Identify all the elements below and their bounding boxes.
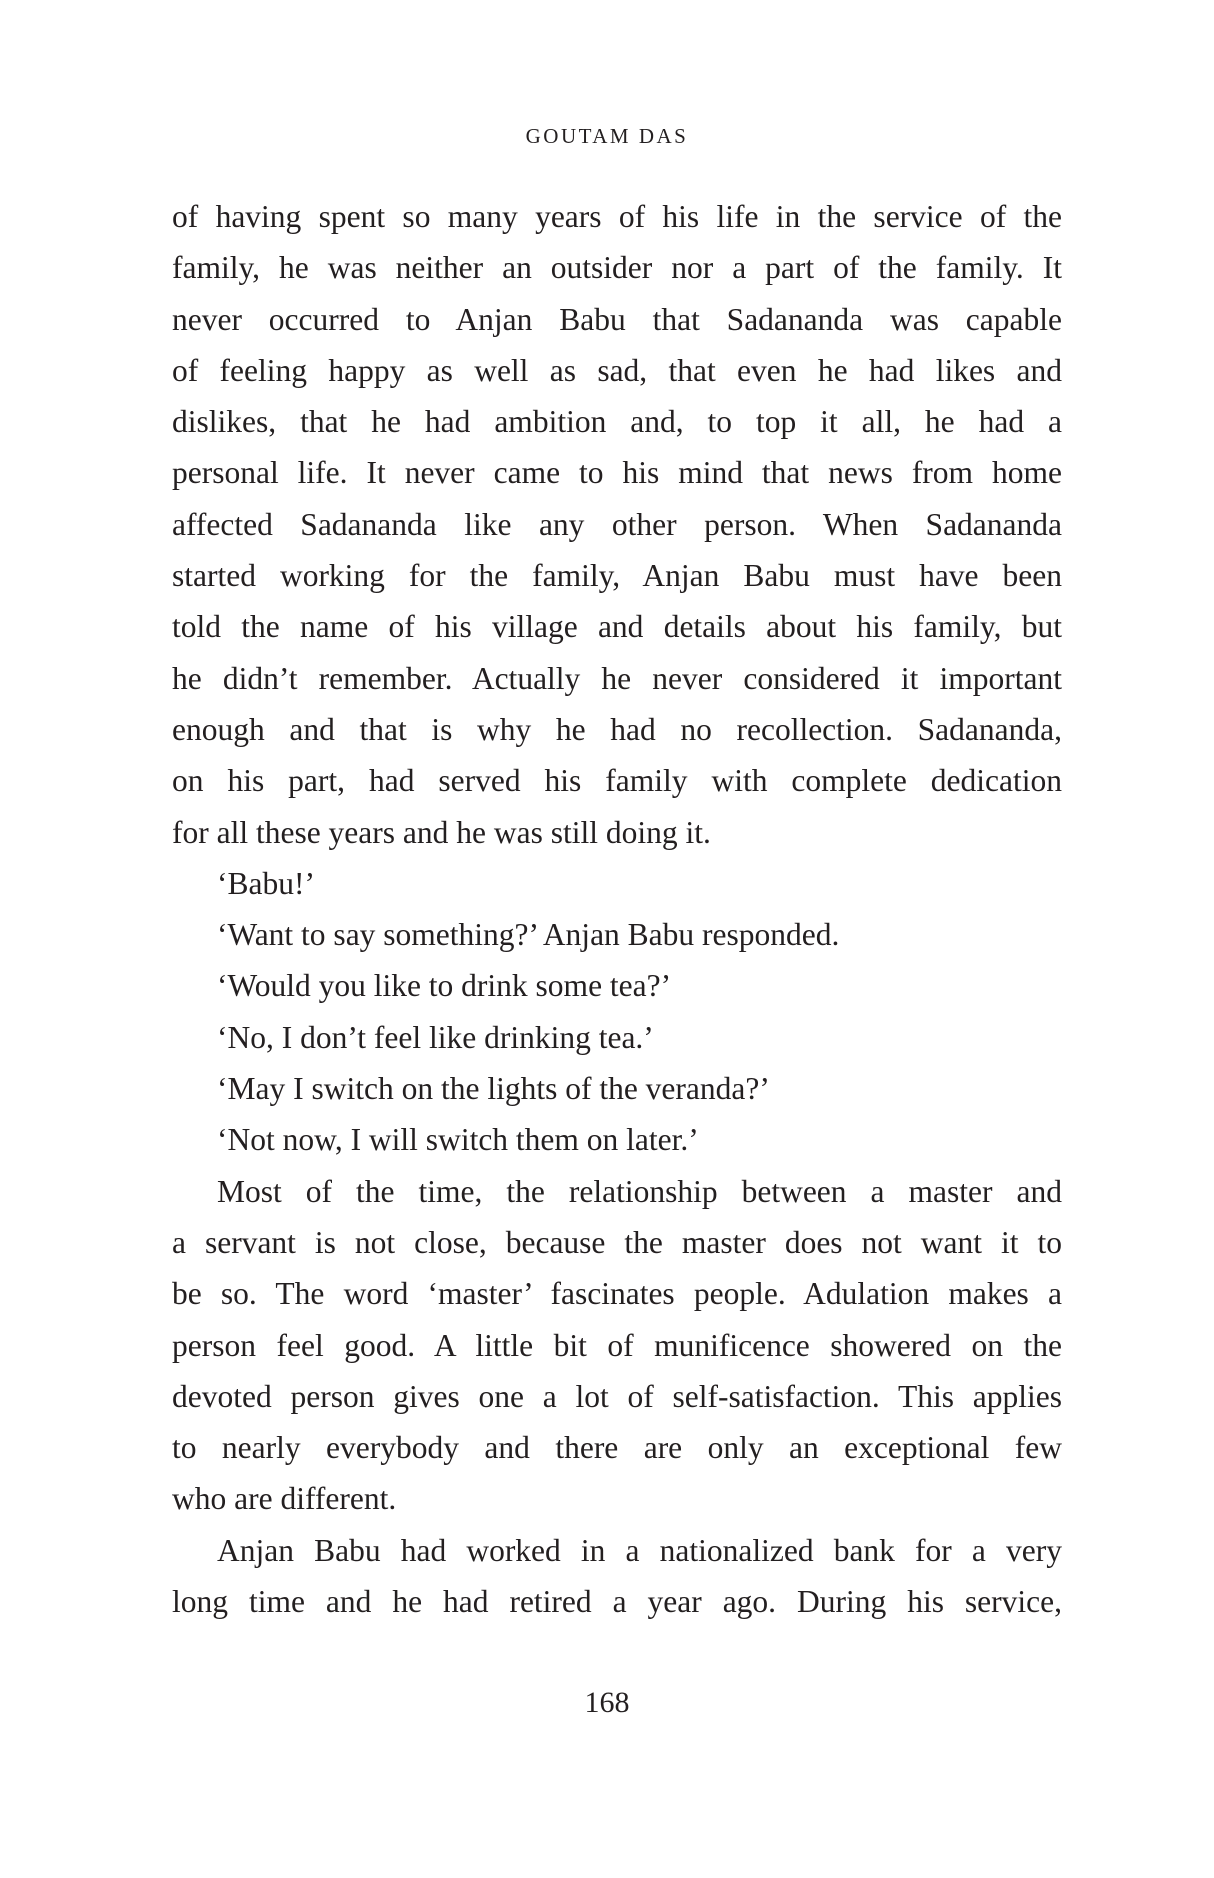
text-line: Anjan Babu had worked in a nationalized bank for a very [217, 1532, 1062, 1568]
text-line: he didn’t remember. Actually he never considered it important [172, 660, 1062, 696]
text-line: for all these years and he was still doing it. [172, 814, 711, 850]
text-line: of feeling happy as well as sad, that even he had likes and [172, 352, 1062, 388]
text-line: on his part, had served his family with complete dedication [172, 763, 1062, 799]
running-header: GOUTAM DAS [525, 124, 689, 148]
text-line: ‘Not now, I will switch them on later.’ [217, 1122, 699, 1158]
text-line: never occurred to Anjan Babu that Sadananda was capable [172, 301, 1062, 337]
text-line: of having spent so many years of his life in the service of the [172, 199, 1062, 234]
text-line: be so. The word ‘master’ fascinates people. Adulation makes a [172, 1276, 1062, 1312]
text-line: ‘Want to say something?’ Anjan Babu responded. [217, 917, 840, 953]
text-line: a servant is not close, because the master does not want it to [172, 1224, 1062, 1260]
text-line: personal life. It never came to his mind that news from home [172, 455, 1062, 491]
text-line: person feel good. A little bit of munificence showered on the [172, 1327, 1062, 1363]
text-line: dislikes, that he had ambition and, to top it all, he had a [172, 404, 1062, 440]
text-line: devoted person gives one a lot of self-satisfaction. This applies [172, 1378, 1062, 1414]
text-line: family, he was neither an outsider nor a part of the family. It [172, 250, 1062, 286]
body-text [172, 191, 1062, 1627]
text-line: to nearly everybody and there are only an exceptional few [172, 1430, 1062, 1466]
text-line: ‘No, I don’t feel like drinking tea.’ [217, 1019, 654, 1055]
text-line: who are different. [172, 1481, 397, 1517]
text-line: affected Sadananda like any other person. When Sadananda [172, 506, 1062, 542]
text-line: ‘Babu!’ [217, 865, 315, 901]
page-number: 168 [584, 1686, 630, 1719]
text-line: ‘Would you like to drink some tea?’ [217, 968, 672, 1004]
text-line: long time and he had retired a year ago. During his service, [172, 1584, 1062, 1620]
text-line: enough and that is why he had no recollection. Sadananda, [172, 711, 1062, 747]
text-line: started working for the family, Anjan Babu must have been [172, 558, 1062, 594]
text-line: Most of the time, the relationship between a master and [217, 1173, 1062, 1209]
text-line: told the name of his village and details about his family, but [172, 609, 1062, 645]
text-line: ‘May I switch on the lights of the veranda?’ [217, 1071, 770, 1107]
